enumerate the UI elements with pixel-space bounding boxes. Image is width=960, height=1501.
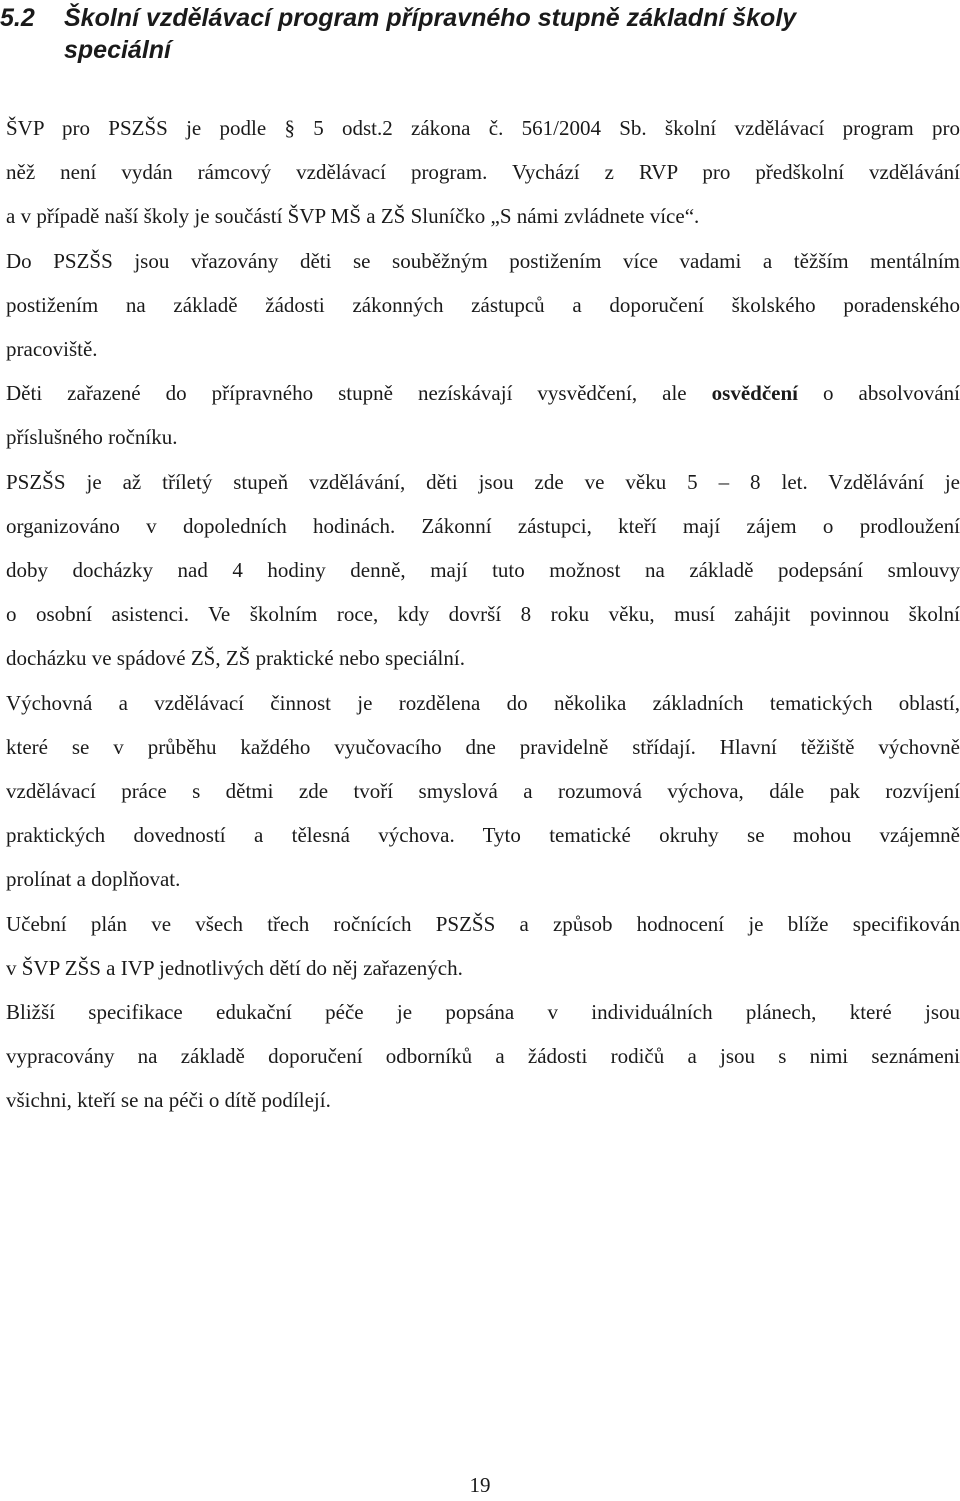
text-line: všichni, kteří se na péči o dítě podílejí.: [6, 1088, 331, 1113]
section-title-line2: speciální: [64, 36, 171, 64]
paragraph-activities: [6, 681, 960, 902]
bold-term: osvědčení: [711, 381, 798, 406]
text-line: prolínat a doplňovat.: [6, 867, 181, 892]
text-line: pracoviště.: [6, 337, 98, 362]
paragraph-curriculum: [6, 902, 960, 990]
paragraph-duration: [6, 460, 960, 681]
paragraph-certificate: [6, 371, 960, 459]
text-fragment: o absolvování: [823, 381, 960, 406]
paragraph-specification: [6, 990, 960, 1123]
text-line: vzdělávací práce s dětmi zde tvoří smyslová a rozumová výchova, dále pak rozvíjení: [6, 779, 960, 804]
text-line: Výchovná a vzdělávací činnost je rozdělena do několika základních tematických oblastí,: [6, 690, 960, 715]
text-line: organizováno v dopoledních hodinách. Zákonní zástupci, kteří mají zájem o prodloužení: [6, 513, 960, 538]
text-line: příslušného ročníku.: [6, 425, 178, 450]
page-number: 19: [469, 1473, 491, 1497]
text-line: praktických dovedností a tělesná výchova. Tyto tematické okruhy se mohou vzájemně: [6, 823, 960, 848]
text-line: PSZŠS je až tříletý stupeň vzdělávání, děti jsou zde ve věku 5 – 8 let. Vzdělávání je: [6, 469, 960, 494]
section-heading: [0, 2, 940, 66]
text-line: [6, 371, 960, 415]
text-line: Do PSZŠS jsou vřazovány děti se souběžným postižením více vadami a těžším mentálním: [6, 248, 960, 273]
text-fragment: Děti zařazené do přípravného stupně nezískávají vysvědčení, ale: [6, 381, 687, 406]
text-line: Učební plán ve všech třech ročnících PSZŠS a způsob hodnocení je blíže specifikován: [6, 911, 960, 936]
text-line: docházku ve spádové ZŠ, ZŠ praktické nebo speciální.: [6, 646, 465, 671]
text-line: a v případě naší školy je součástí ŠVP MŠ a ZŠ Sluníčko „S námi zvládnete více“.: [6, 204, 700, 229]
section-title-line1: Školní vzdělávací program přípravného stupně základní školy: [64, 4, 797, 32]
section-number: 5.2: [0, 4, 35, 32]
text-line: postižením na základě žádosti zákonných zástupců a doporučení školského poradenského: [6, 292, 960, 317]
text-line: Bližší specifikace edukační péče je popsána v individuálních plánech, které jsou: [6, 1000, 960, 1025]
paragraph-admission: [6, 239, 960, 372]
text-line: ŠVP pro PSZŠS je podle § 5 odst.2 zákona č. 561/2004 Sb. školní vzdělávací program pro: [6, 116, 960, 140]
text-line: doby docházky nad 4 hodiny denně, mají tuto možnost na základě podepsání smlouvy: [6, 558, 960, 583]
document-body: [6, 106, 960, 1123]
paragraph-svp-intro: [6, 106, 960, 239]
text-line: v ŠVP ZŠS a IVP jednotlivých dětí do něj zařazených.: [6, 955, 463, 980]
text-line: vypracovány na základě doporučení odborníků a žádosti rodičů a jsou s nimi seznámeni: [6, 1044, 960, 1069]
text-line: o osobní asistenci. Ve školním roce, kdy dovrší 8 roku věku, musí zahájit povinnou školní: [6, 602, 960, 627]
text-line: které se v průběhu každého vyučovacího dne pravidelně střídají. Hlavní těžiště výchovně: [6, 734, 960, 759]
text-line: něž není vydán rámcový vzdělávací program. Vychází z RVP pro předškolní vzdělávání: [6, 160, 960, 185]
